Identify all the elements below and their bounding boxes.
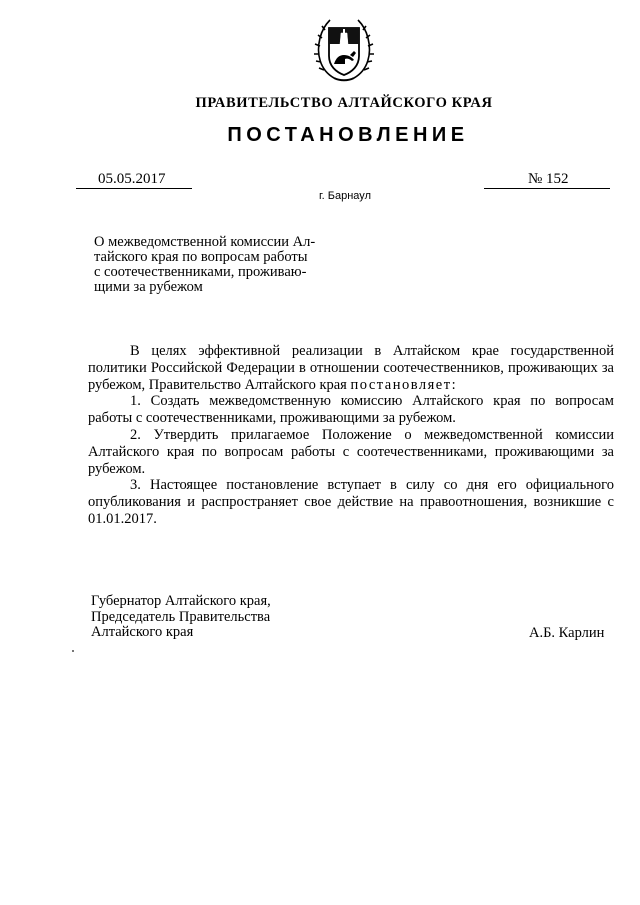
signatory-name: А.Б. Карлин (529, 625, 605, 641)
intro-paragraph (88, 343, 614, 393)
subject-line: тайского края по вопросам работы (94, 249, 308, 265)
intro-verb: постановляет: (350, 376, 458, 393)
signatory-title-line: Алтайского края (91, 624, 194, 640)
document-body (88, 343, 614, 528)
document-number: № 152 (528, 171, 569, 187)
subject-line: О межведомственной комиссии Ал- (94, 234, 316, 250)
resolution-item: 2. Утвердить прилагаемое Положение о межведомственной комиссии Алтайского края по вопросам работы с соотечественниками, проживающими за рубежом. (88, 426, 614, 477)
government-title: ПРАВИТЕЛЬСТВО АЛТАЙСКОГО КРАЯ (195, 95, 493, 111)
document-date: 05.05.2017 (98, 171, 166, 187)
intro-text: В целях эффективной реализации в Алтайском крае государственной политики Российской Федерации в отношении соотечественников, проживающих за рубежом, Правительство Алтайского края (88, 343, 614, 393)
city-label: г. Барнаул (319, 190, 371, 202)
altai-coat-of-arms-icon (312, 14, 376, 84)
resolution-item: 3. Настоящее постановление вступает в силу со дня его официального опубликования и распространяет свое действие на правоотношения, возникшие с 01.01.2017. (88, 477, 614, 527)
scan-speck (72, 650, 74, 652)
document-type: ПОСТАНОВЛЕНИЕ (227, 124, 469, 146)
resolution-item: 1. Создать межведомственную комиссию Алтайского края по вопросам работы с соотечественниками, проживающими за рубежом. (88, 393, 614, 427)
signatory-title-line: Губернатор Алтайского края, (91, 593, 271, 609)
document-subject (94, 235, 344, 295)
subject-line: с соотечественниками, проживаю- (94, 264, 307, 280)
subject-line: щими за рубежом (94, 279, 203, 295)
signatory-title (91, 594, 351, 641)
signatory-title-line: Председатель Правительства (91, 608, 271, 625)
